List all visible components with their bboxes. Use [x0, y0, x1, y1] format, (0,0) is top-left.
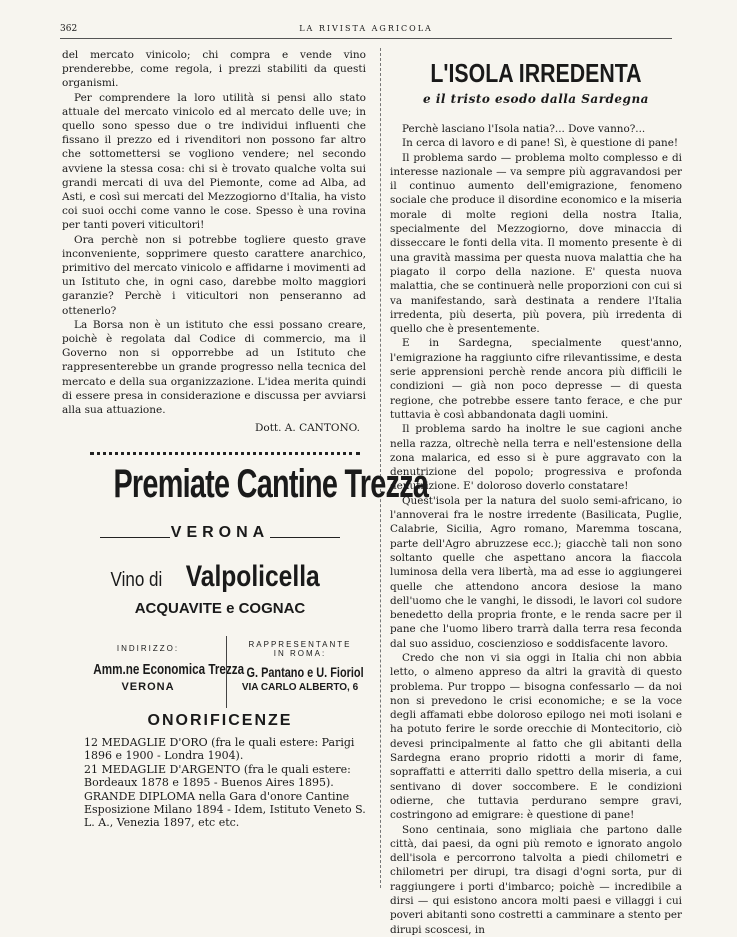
honor-item: 21 MEDAGLIE D'ARGENTO (fra le quali estere: Bordeaux 1878 e 1895 - Buenos Aires 1895).: [84, 762, 351, 790]
right-paragraph-1: Perchè lasciano l'Isola natia?... Dove vanno?...: [402, 123, 646, 135]
left-paragraph-4: La Borsa non è un istituto che essi possano creare, poichè è regolata dal Codice di commercio, ma il Governo non si opporrebbe ad un Istituto che rappresenterebbe un grande progresso nella tecnica del mercato e della sua organizzazione. L'idea merita quindi di essere presa in considerazione e discussa per avviarsi alla sua attuazione.: [62, 318, 366, 417]
address-name: Amm.ne Economica Trezza: [93, 661, 245, 678]
right-paragraph-6: Quest'isola per la natura del suolo semi-africano, io l'annoverai fra le nostre irredente (Basilicata, Puglie, Calabrie, Sicilia, Agro romano, Maremma toscana, parte dell'Agro abruzzese ecc.); giacchè tali non sono soltanto quelle che aspettano ancora la fiaccola luminosa della vera libertà, ma ad esse io aggiungerei quelle che attendono ancora desiose la mano dell'uomo che le vanghi, le dissodi, le lavori col sudore benedetto della propria fronte, e le renda sacre per il pane che l'uomo libero trarrà dalla terra resa feconda dal suo assiduo, coscienzioso e soddisfacente lavoro.: [390, 494, 682, 650]
right-paragraph-4: E in Sardegna, specialmente quest'anno, l'emigrazione ha raggiunto cifre rilevantissime, e desta serie apprensioni perchè rende ancora più difficili le condizioni — già non poco depresse — di questa regione, che potrebbe essere tanto ferace, e che pur tuttavia è così abbandonata dagli uomini.: [390, 337, 682, 421]
rep-name: G. Pantano e U. Fioriol: [246, 664, 364, 680]
representative-block: [230, 640, 370, 693]
address-block: [72, 644, 245, 693]
rep-city-label: IN ROMA:: [273, 649, 327, 658]
rep-street: VIA CARLO ALBERTO, 6: [241, 682, 359, 693]
honor-item: 12 MEDAGLIE D'ORO (fra le quali estere: Parigi 1896 e 1900 - Londra 1904).: [84, 736, 355, 763]
wine-name: Valpolicella: [185, 560, 320, 593]
right-paragraph-8: Sono centinaia, sono migliaia che partono dalle città, dai paesi, da ogni più remoto e ignorato angolo dell'isola e percorrono talvolta a piedi chilometri e chilometri per dirupi, tra disagi d'ogni sorta, pur di raggiungere i porti d'imbarco; poichè — incredibile a dirsi — qui esistono ancora molti paesi e villaggi i cui poveri abitanti sono costretti a camminare a stento per dirupi scoscesi, in: [390, 823, 682, 936]
running-title: LA RIVISTA AGRICOLA: [299, 24, 433, 33]
right-paragraph-3: Il problema sardo — problema molto complesso e di interesse nazionale — va sempre più aggravandosi per il continuo aumento dell'emigrazione, fenomeno sociale che produce il disordine economico e la miseria morale di molte regioni della nostra Italia, specialmente del Mezzogiorno, dove minaccia di disseccare le fonti della vita. Il momento presente è di una gravità massima per questa nuova malattia che ha piagato il corpo della nazione. E' questa nuova malattia, che se continuerà nelle proporzioni con cui si va manifestando, sarà destinata a rendere l'Italia irredenta, più deserta, più povera, più irredenta di quello che è presentemente.: [390, 151, 682, 336]
page-number: 362: [60, 24, 78, 34]
left-paragraph-2: Per comprendere la loro utilità si pensi allo stato attuale del mercato vinicolo ed al mercato delle uve; in quello sono spesso due o tre individui influenti che fissano il prezzo ed i rivenditori non possono far altro che sottomettersi se vogliono vendere; nel secondo avviene la stessa cosa: chi si è trovato qualche volta sui grandi mercati di uva del Piemonte, come ad Alba, ad Asti, e così sui mercati del Mezzogiorno d'Italia, ha visto coi suoi occhi come vanno le cose. Spesso è una rovina per tanti poveri viticultori!: [62, 91, 366, 232]
address-city: VERONA: [121, 681, 175, 693]
right-paragraph-5: Il problema sardo ha inoltre le sue cagioni anche nella razza, oltrechè nella terra e nell'estensione della zona malarica, ed esso si è pure aggravato con la denutrizione del popolo; progressiva e profonda denutrizione. E' doloroso doverlo constatare!: [390, 423, 682, 493]
left-paragraph-3: Ora perchè non si potrebbe togliere questo grave inconveniente, sopprimere questo carattere anarchico, primitivo del mercato vinicolo e affidarne i movimenti ad un Istituto che, in ogni caso, darebbe molto maggiori garanzie? Perchè i viticultori non penseranno ad ottenerlo?: [62, 233, 366, 317]
ad-title: Premiate Cantine Trezza: [113, 462, 429, 506]
address-separator: [226, 636, 227, 708]
wine-prefix: Vino di: [110, 569, 162, 591]
ad-border-top: [90, 452, 360, 455]
address-label: INDIRIZZO:: [116, 644, 180, 653]
right-paragraph-2: In cerca di lavoro e di pane! Sì, è questione di pane!: [402, 137, 679, 150]
article-title: L'ISOLA IRREDENTA: [430, 58, 642, 88]
article-signature: Dott. A. CANTONO.: [254, 422, 360, 435]
article-subtitle: e il tristo esodo dalla Sardegna: [423, 92, 649, 106]
running-header: [60, 24, 672, 39]
honors-list: [84, 736, 374, 830]
ad-city: VERONA: [170, 524, 270, 541]
right-paragraph-7: Credo che non vi sia oggi in Italia chi non abbia letto, o almeno appreso da altri la gravità di questo problema. Pur troppo — bisogna confessarlo — da noi non si prevedono le crisi economiche; e se la voce degli affamati ebbe doloroso epilogo nei moti isolani e ha potuto ferire le sorde orecchie di Montecitorio, ciò devesi principalmente al fatto che gli abitanti della Sardegna erano proprio ridotti a morir di fame, sopraffatti e atterriti dallo spettro della miseria, a cui sentivano di dover soccombere. E le condizioni odierne, che tuttavia perdurano sempre gravi, costringono ad emigrare: è questione di pane!: [390, 651, 682, 822]
honor-item: GRANDE DIPLOMA nella Gara d'onore Cantine Esposizione Milano 1894 - Idem, Istituto Veneto S. L. A., Venezia 1897, etc etc.: [84, 789, 366, 830]
spirits-line: ACQUAVITE e COGNAC: [134, 600, 306, 617]
wine-line: [72, 560, 368, 594]
left-paragraph-1: del mercato vinicolo; chi compra e vende vino prenderebbe, come regola, i prezzi stabiliti da questi organismi.: [62, 49, 366, 90]
city-rule-right: [270, 537, 340, 538]
right-article: [390, 122, 682, 937]
rep-label: RAPPRESENTANTE: [248, 640, 352, 649]
honors-title: ONORIFICENZE: [147, 712, 293, 729]
left-article: [62, 48, 366, 435]
